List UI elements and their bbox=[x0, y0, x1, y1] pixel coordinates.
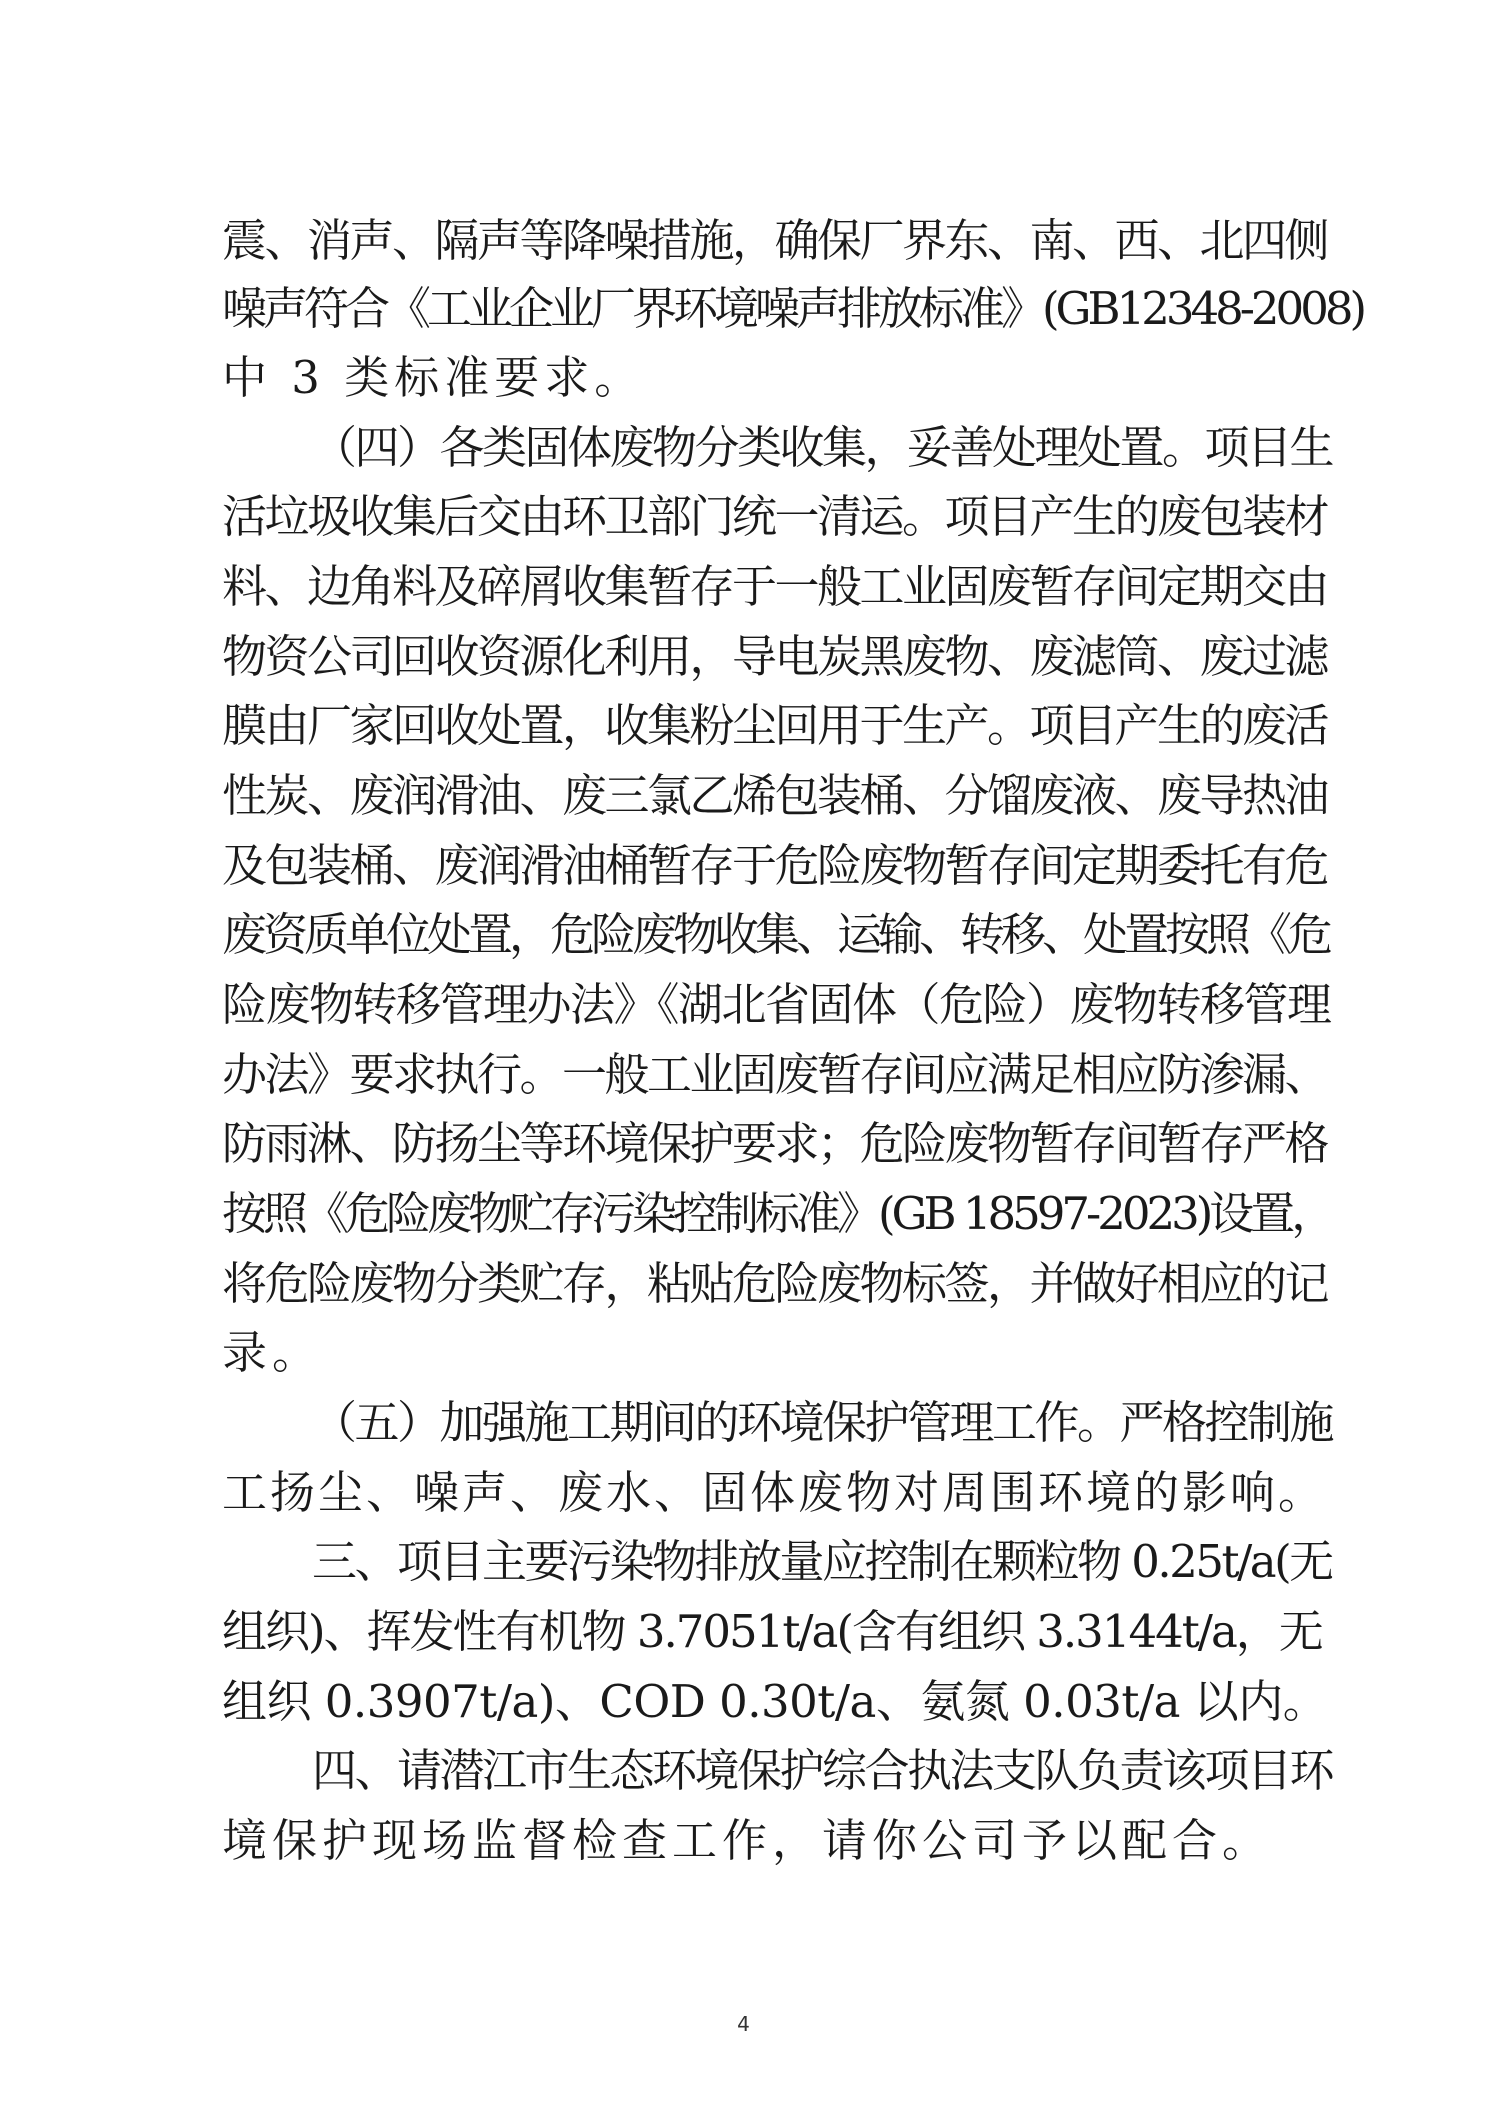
text-line-24: 境保护现场监督检查工作，请你公司予以配合。 bbox=[222, 1814, 1273, 1867]
text-line-2: 噪声符合《工业企业厂界环境噪声排放标准》(GB12348-2008) bbox=[222, 282, 1364, 335]
text-line-21: 组织)、挥发性有机物 3.7051t/a(含有组织 3.3144t/a，无 bbox=[222, 1605, 1322, 1658]
text-line-17: 录。 bbox=[222, 1326, 323, 1379]
text-line-16: 将危险废物分类贮存，粘贴危险废物标签，并做好相应的记 bbox=[222, 1257, 1328, 1310]
text-line-3: 中 3 类标准要求。 bbox=[222, 351, 645, 404]
text-line-22: 组织 0.3907t/a)、COD 0.30t/a、氨氮 0.03t/a 以内。 bbox=[222, 1675, 1328, 1728]
text-line-13: 办法》要求执行。一般工业固废暂存间应满足相应防渗漏、 bbox=[222, 1048, 1328, 1101]
text-line-4: （四）各类固体废物分类收集，妥善处理处置。项目生 bbox=[312, 421, 1333, 474]
text-line-14: 防雨淋、防扬尘等环境保护要求；危险废物暂存间暂存严格 bbox=[222, 1117, 1328, 1170]
text-line-6: 料、边角料及碎屑收集暂存于一般工业固废暂存间定期交由 bbox=[222, 560, 1328, 613]
text-line-10: 及包装桶、废润滑油桶暂存于危险废物暂存间定期委托有危 bbox=[222, 839, 1328, 892]
text-line-11: 废资质单位处置，危险废物收集、运输、转移、处置按照《危 bbox=[222, 908, 1330, 961]
text-line-20: 三、项目主要污染物排放量应控制在颗粒物 0.25t/a(无 bbox=[312, 1535, 1332, 1588]
text-line-1: 震、消声、隔声等降噪措施，确保厂界东、南、西、北四侧 bbox=[222, 214, 1328, 267]
text-line-5: 活垃圾收集后交由环卫部门统一清运。项目产生的废包装材 bbox=[222, 490, 1328, 543]
text-line-9: 性炭、废润滑油、废三氯乙烯包装桶、分馏废液、废导热油 bbox=[222, 769, 1328, 822]
text-line-7: 物资公司回收资源化利用，导电炭黑废物、废滤筒、废过滤 bbox=[222, 630, 1328, 683]
text-line-8: 膜由厂家回收处置，收集粉尘回用于生产。项目产生的废活 bbox=[222, 699, 1328, 752]
text-line-18: （五）加强施工期间的环境保护管理工作。严格控制施 bbox=[312, 1396, 1333, 1449]
text-line-12: 险废物转移管理办法》《湖北省固体（危险）废物转移管理 bbox=[222, 978, 1331, 1031]
text-line-23: 四、请潜江市生态环境保护综合执法支队负责该项目环 bbox=[312, 1744, 1333, 1797]
text-line-19: 工扬尘、噪声、废水、固体废物对周围环境的影响。 bbox=[222, 1466, 1327, 1519]
page-number: 4 bbox=[737, 2012, 750, 2036]
text-line-15: 按照《危险废物贮存污染控制标准》(GB 18597-2023)设置， bbox=[222, 1187, 1333, 1240]
